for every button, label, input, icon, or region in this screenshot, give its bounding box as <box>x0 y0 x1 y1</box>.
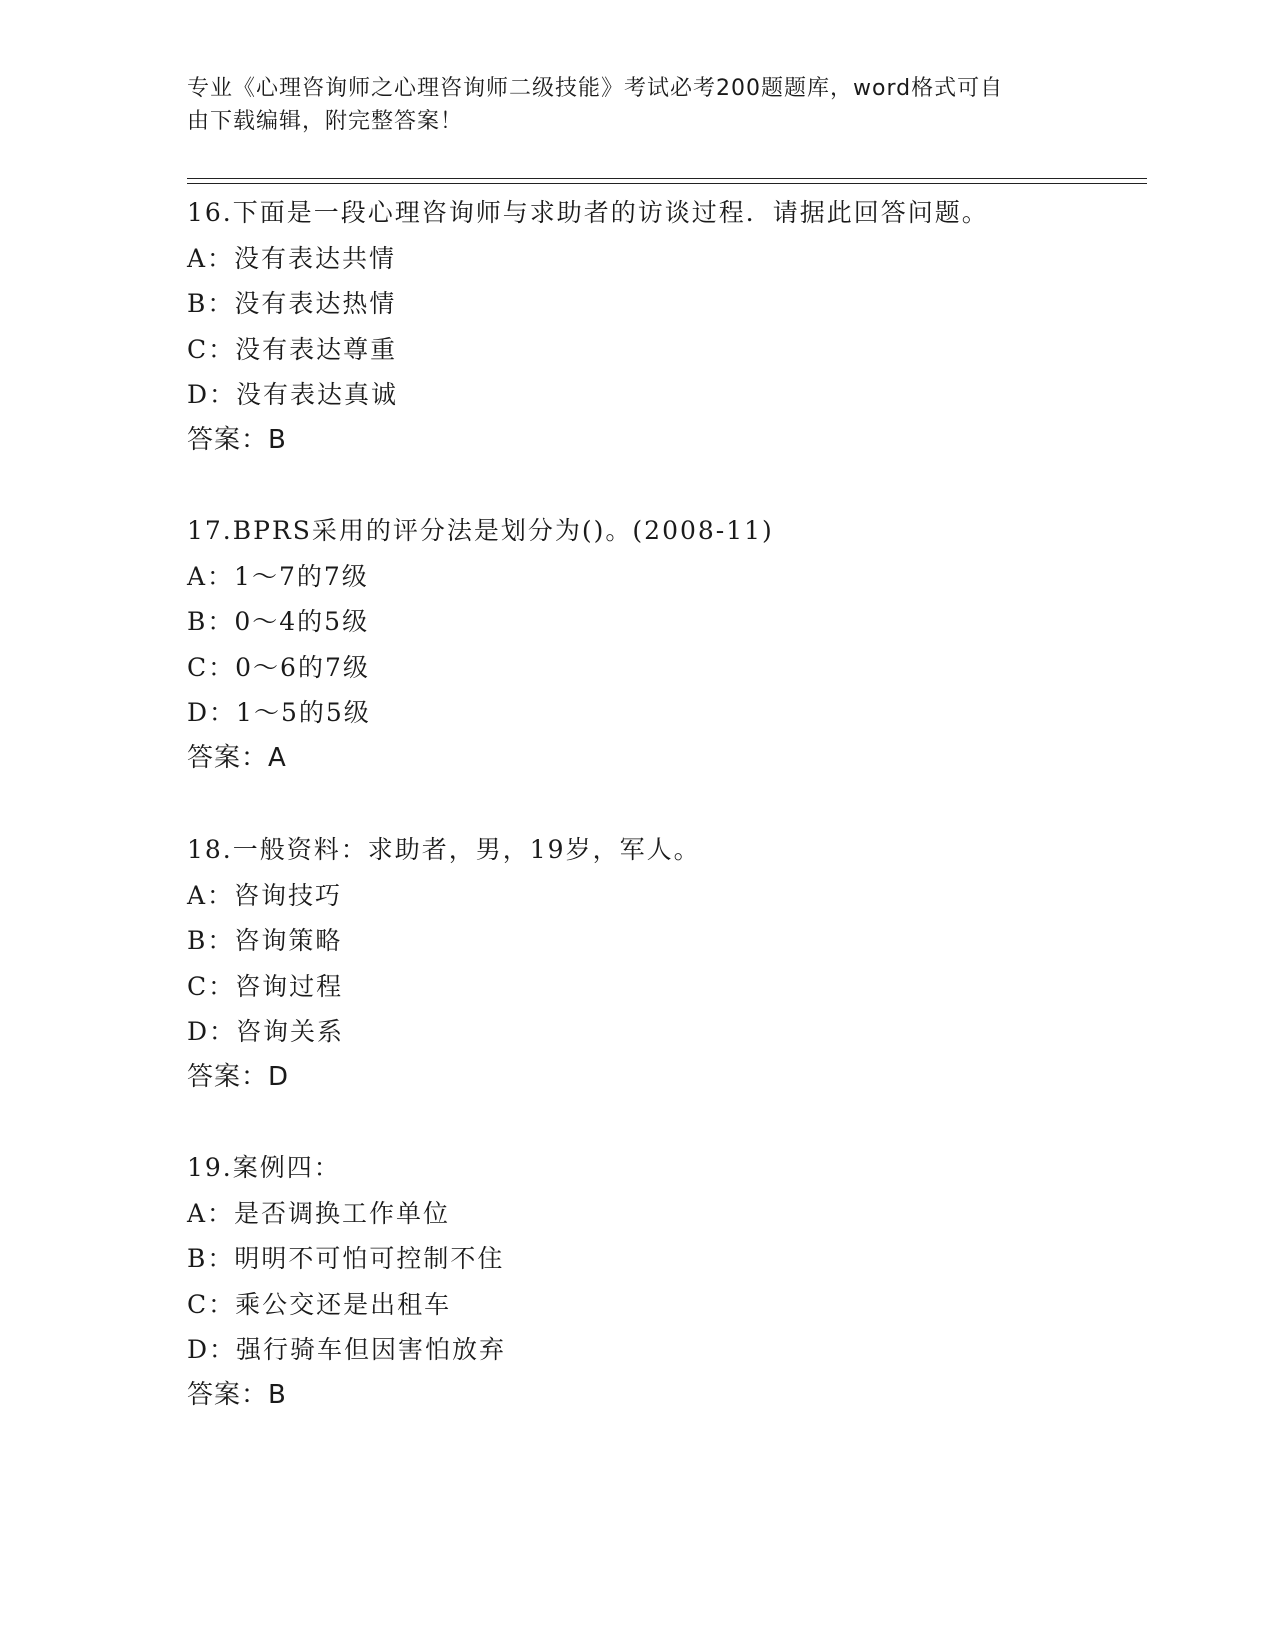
option-d: D：咨询关系 <box>187 1017 345 1046</box>
header-divider-bottom <box>187 183 1147 184</box>
question-stem: 19.案例四： <box>187 1153 341 1182</box>
option-c: C：乘公交还是出租车 <box>187 1289 452 1319</box>
option-b: B：0～4的5级 <box>187 607 370 636</box>
option-a: A：没有表达共情 <box>187 243 397 273</box>
question-stem: 18.一般资料：求助者，男，19岁，军人。 <box>187 835 701 864</box>
option-d: D：强行骑车但因害怕放弃 <box>187 1335 507 1364</box>
option-c: C：没有表达尊重 <box>187 334 398 364</box>
option-c: C：咨询过程 <box>187 971 344 1001</box>
option-a: A：1～7的7级 <box>187 561 369 591</box>
answer: 答案：A <box>187 742 287 773</box>
question-17 <box>187 508 1147 781</box>
option-b: B：咨询策略 <box>187 926 343 955</box>
option-a: A：咨询技巧 <box>187 880 343 910</box>
answer: 答案：B <box>187 1379 287 1410</box>
question-16 <box>187 190 1147 463</box>
option-d: D：没有表达真诚 <box>187 380 399 409</box>
question-stem: 16.下面是一段心理咨询师与求助者的访谈过程．请据此回答问题。 <box>187 198 989 227</box>
option-b: B：没有表达热情 <box>187 289 397 318</box>
answer: 答案：D <box>187 1061 290 1092</box>
question-19 <box>187 1145 1147 1418</box>
option-c: C：0～6的7级 <box>187 652 370 682</box>
option-d: D：1～5的5级 <box>187 698 371 727</box>
question-18 <box>187 827 1147 1100</box>
question-stem: 17.BPRS采用的评分法是划分为()。(2008-11) <box>187 516 774 545</box>
header-divider-top <box>187 178 1147 179</box>
document-header: 专业《心理咨询师之心理咨询师二级技能》考试必考200题题库，word格式可自 由下载编辑，附完整答案！ <box>187 76 1004 134</box>
option-a: A：是否调换工作单位 <box>187 1198 451 1228</box>
option-b: B：明明不可怕可控制不住 <box>187 1244 505 1273</box>
answer: 答案：B <box>187 424 287 455</box>
